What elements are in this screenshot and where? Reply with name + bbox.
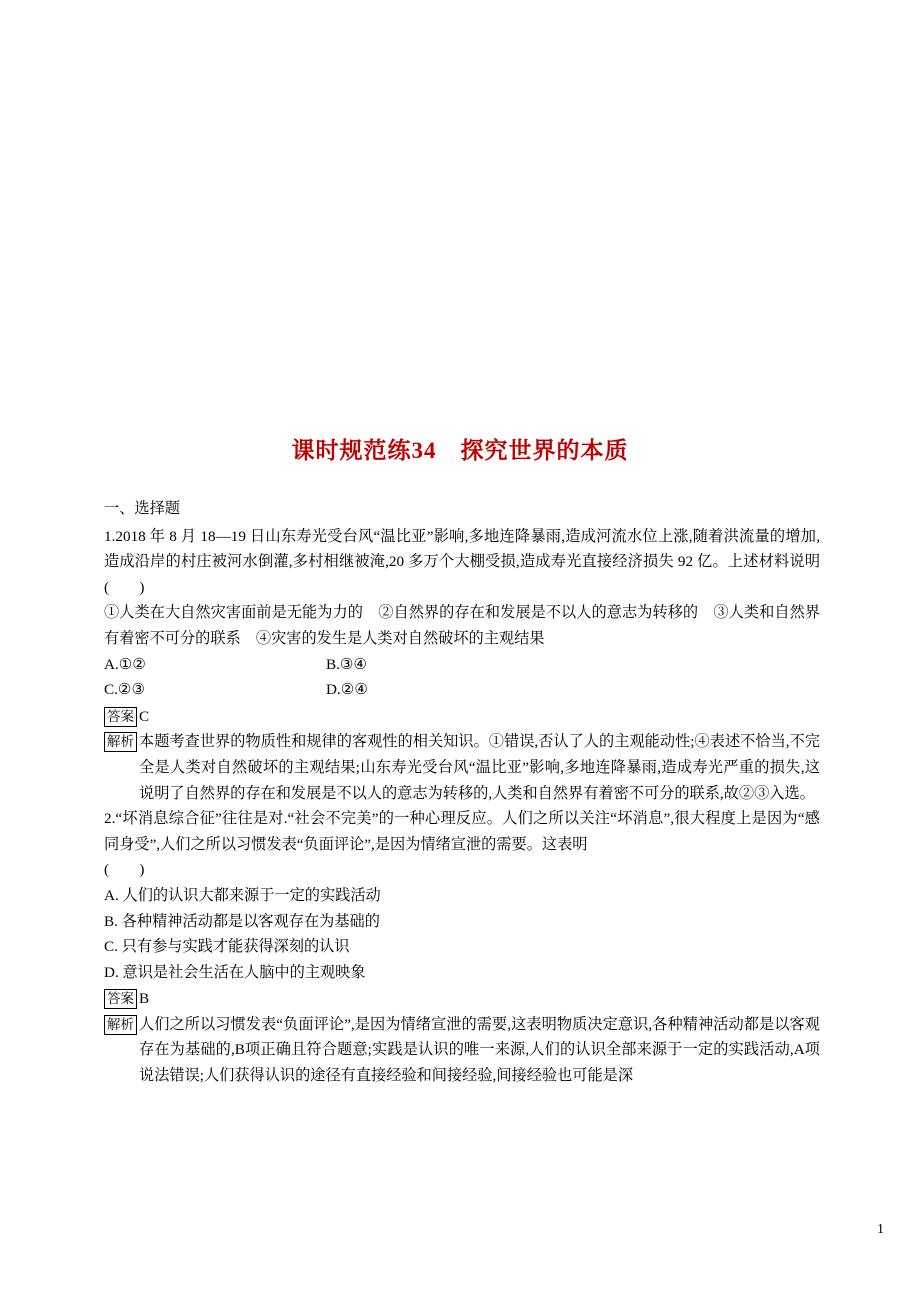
question-1-option-b[interactable]: B.③④	[326, 655, 368, 673]
question-1-options-row-2	[104, 677, 820, 703]
question-2-stem: 2.“坏消息综合征”往往是对.“社会不完美”的一种心理反应。人们之所以关注“坏消息”,很大程度上是因为“感同身受”,人们之所以习惯发表“负面评论”,是因为情绪宣泄的需要。这表明	[104, 810, 820, 853]
page-number: 1	[877, 1222, 884, 1237]
question-1-option-a[interactable]: A.①②	[104, 655, 146, 673]
question-1-analysis-text: 本题考查世界的物质性和规律的客观性的相关知识。①错误,否认了人的主观能动性;④表述不恰当,不完全是人类对自然破坏的主观结果;山东寿光受台风“温比亚”影响,多地连降暴雨,造成寿光严重的损失,这说明了自然界的存在和发展是不以人的意志为转移的,人类和自然界有着密不可分的联系,故②③入选。	[139, 733, 820, 802]
question-2-option-d[interactable]: D. 意识是社会生活在人脑中的主观映象	[104, 963, 366, 981]
question-2-option-c[interactable]: C. 只有参与实践才能获得深刻的认识	[104, 938, 350, 956]
analysis-label: 解析	[104, 732, 137, 752]
question-2-answer	[104, 986, 820, 1012]
question-2-analysis-text: 人们之所以习惯发表“负面评论”,是因为情绪宣泄的需要,这表明物质决定意识,各种精神活动都是以客观存在为基础的,B项正确且符合题意;实践是认识的唯一来源,人们的认识全部来源于一定的实践活动,A项说法错误;人们获得认识的途径有直接经验和间接经验,间接经验也可能是深	[139, 1015, 820, 1085]
question-1-sub-options: ①人类在大自然灾害面前是无能为力的 ②自然界的存在和发展是不以人的意志为转移的 ③人类和自然界有着密不可分的联系 ④灾害的发生是人类对自然破坏的主观结果	[104, 604, 820, 647]
question-1-option-c[interactable]: C.②③	[104, 681, 146, 699]
question-1-answer-value: C	[139, 707, 150, 725]
section-heading: 一、选择题	[104, 500, 180, 517]
document-body	[104, 496, 820, 1089]
question-1-stem: 1.2018 年 8 月 18—19 日山东寿光受台风“温比亚”影响,多地连降暴雨,造成河流水位上涨,随着洪流量的增加,造成沿岸的村庄被河水倒灌,多村相继被淹,20 多万个大棚受损,造成寿光直接经济损失 92 亿。上述材料说明( )	[104, 527, 820, 596]
question-2-analysis	[104, 1012, 820, 1089]
page-title: 课时规范练34 探究世界的本质	[291, 438, 629, 463]
question-1-answer	[104, 704, 820, 730]
question-2-answer-value: B	[139, 990, 150, 1008]
question-2	[104, 806, 820, 1089]
answer-label: 答案	[104, 989, 137, 1009]
question-2-option-b[interactable]: B. 各种精神活动都是以客观存在为基础的	[104, 912, 380, 930]
question-2-option-a[interactable]: A. 人们的认识大都来源于一定的实践活动	[104, 886, 381, 904]
answer-label: 答案	[104, 707, 137, 727]
analysis-label: 解析	[104, 1015, 137, 1035]
question-2-stem-tail: ( )	[104, 861, 145, 879]
question-1-analysis	[104, 729, 820, 806]
question-1	[104, 524, 820, 807]
question-1-options-row-1	[104, 652, 820, 678]
question-1-option-d[interactable]: D.②④	[326, 681, 368, 699]
